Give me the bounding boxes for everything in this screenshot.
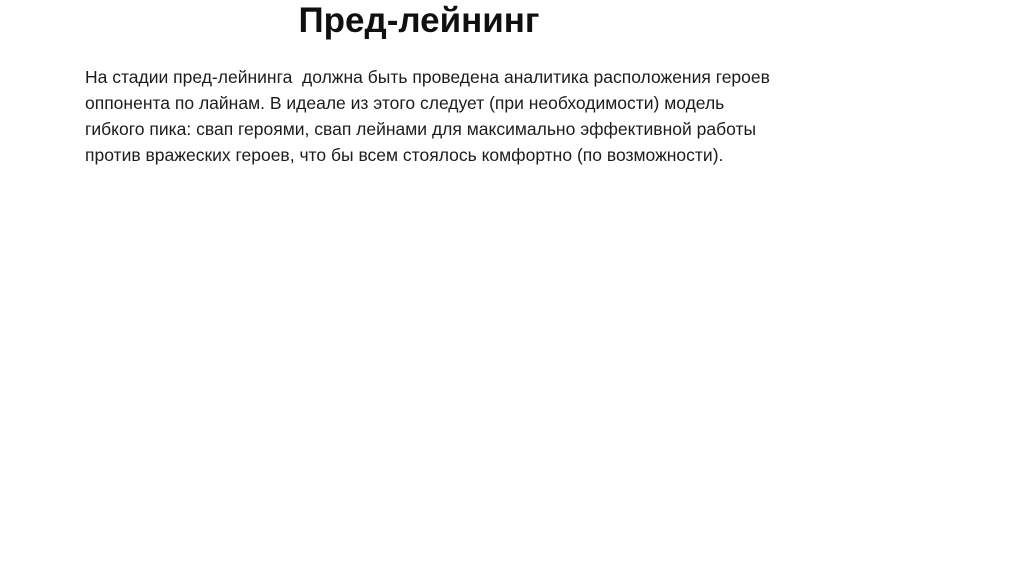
slide-body [85, 64, 805, 168]
body-line: против вражеских героев, что бы всем стоялось комфортно (по возможности). [85, 145, 724, 165]
body-line: оппонента по лайнам. В идеале из этого следует (при необходимости) модель [85, 93, 725, 113]
body-line: На стадии пред-лейнинга должна быть проведена аналитика расположения героев [85, 67, 770, 87]
body-line: гибкого пика: свап героями, свап лейнами для максимально эффективной работы [85, 119, 757, 139]
slide-title: Пред-лейнинг [298, 1, 540, 40]
